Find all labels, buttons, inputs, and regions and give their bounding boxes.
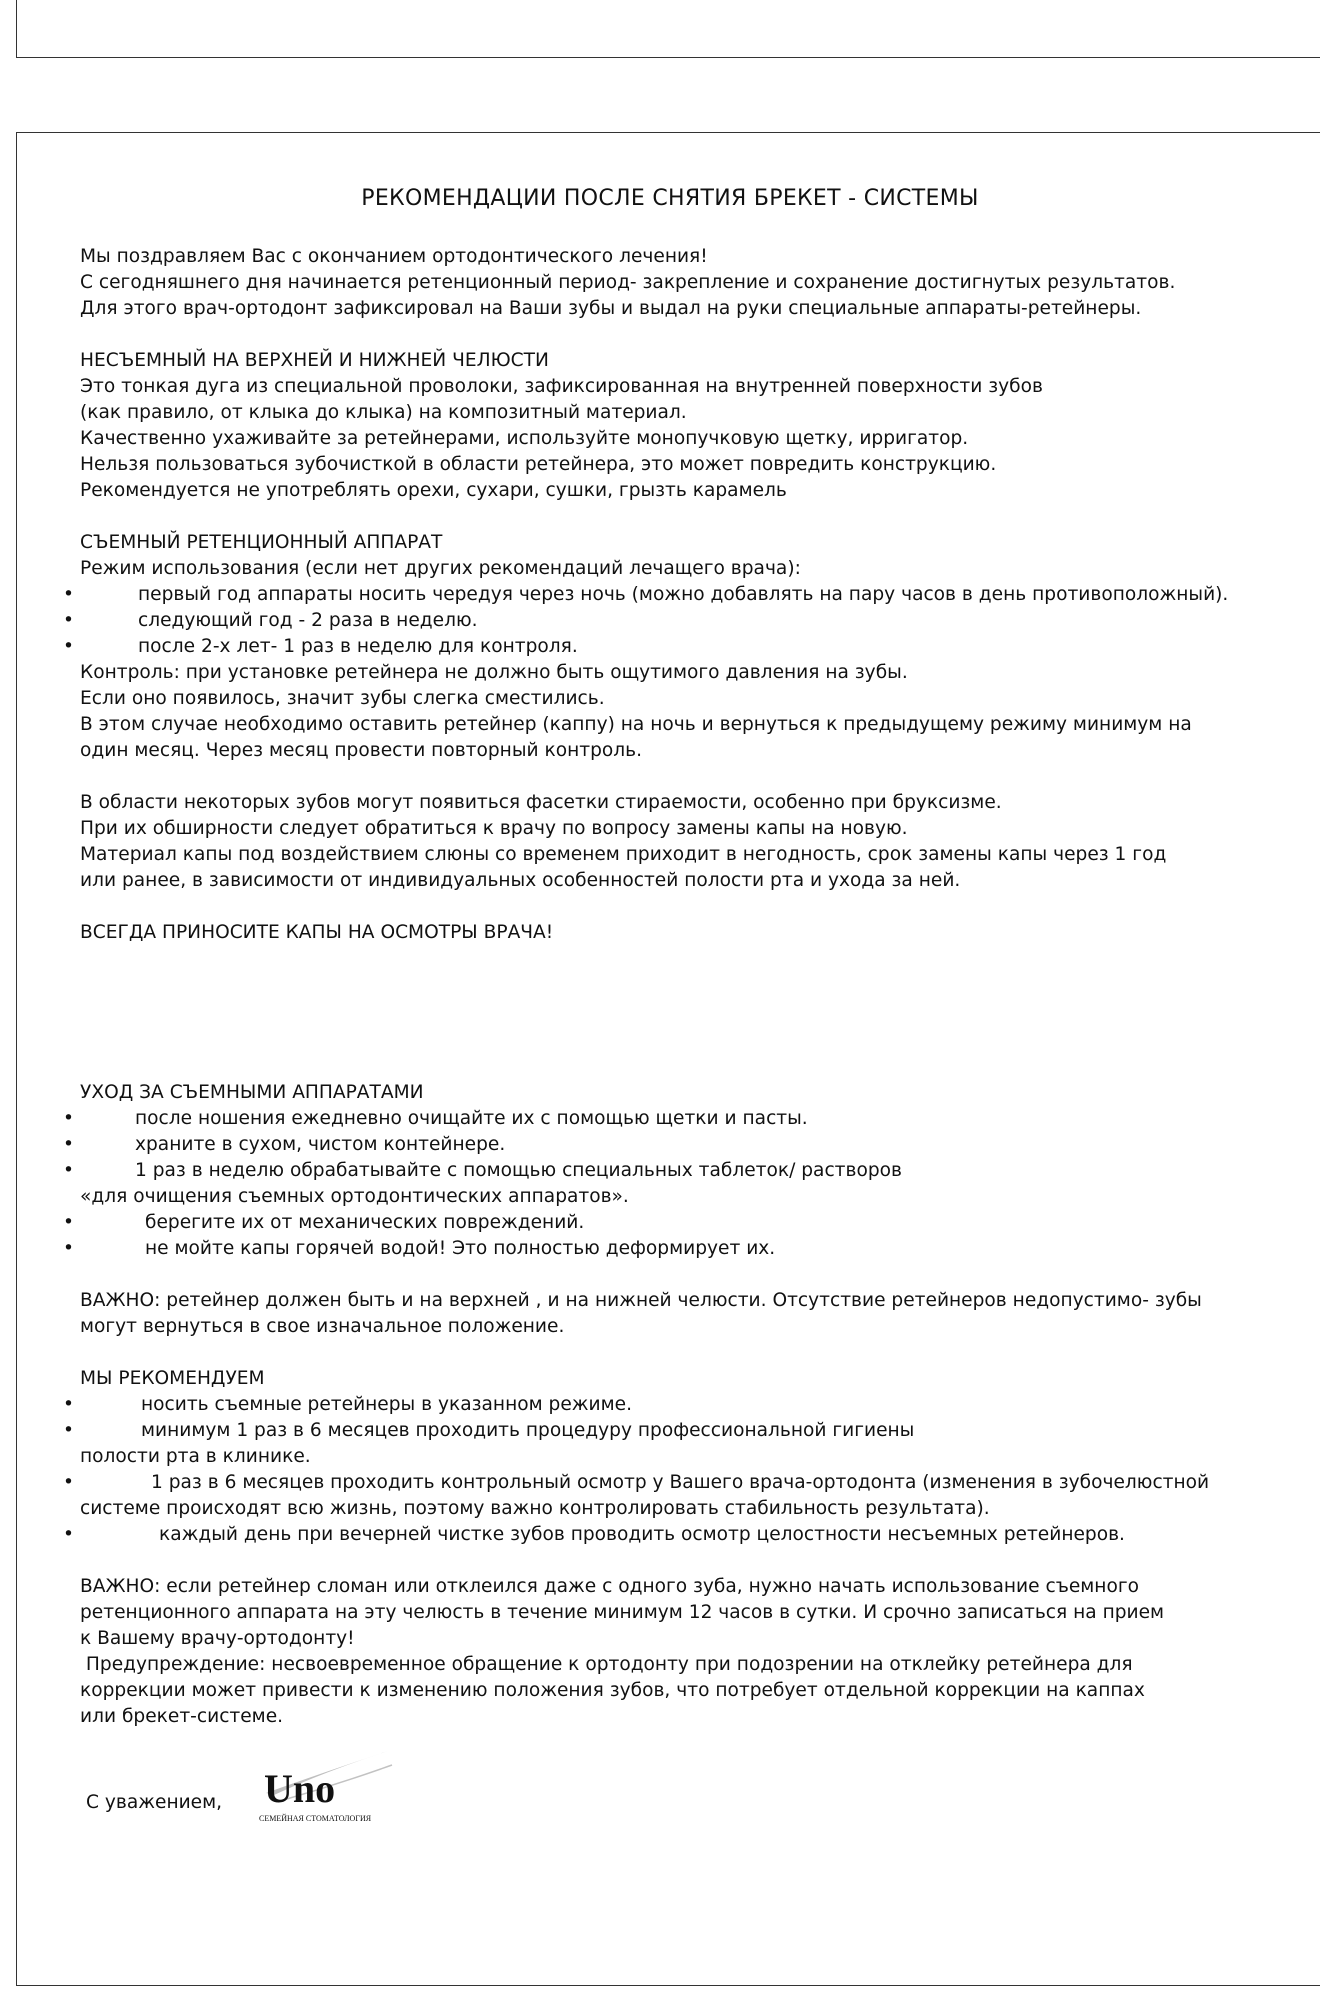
important-line: ВАЖНО: ретейнер должен быть и на верхней , и на нижней челюсти. Отсутствие ретейнеров недопустимо- зубы	[80, 1290, 1202, 1311]
recommend-heading: МЫ РЕКОМЕНДУЕМ	[80, 1368, 265, 1389]
intro-line: С сегодняшнего дня начинается ретенционный период- закрепление и сохранение достигнутых результатов.	[80, 272, 1176, 293]
usage-mode-text: Режим использования (если нет других рекомендаций лечащего врача):	[80, 558, 801, 579]
list-item: • храните в сухом, чистом контейнере.	[80, 1132, 1300, 1158]
usage-mode-list	[80, 582, 1300, 660]
logo-subtitle: СЕМЕЙНАЯ СТОМАТОЛОГИЯ	[259, 1814, 372, 1823]
important-line: ретенционного аппарата на эту челюсть в течение минимум 12 часов в сутки. И срочно записаться на прием	[80, 1602, 1165, 1623]
recommend-section	[80, 1366, 1300, 1548]
warning-line: или брекет-системе.	[80, 1706, 284, 1727]
care-heading: УХОД ЗА СЪЕМНЫМИ АППАРАТАМИ	[80, 1082, 424, 1103]
wear-line: Материал капы под воздействием слюны со временем приходит в негодность, срок замены капы через 1 год	[80, 844, 1167, 865]
fixed-retainer-line: Нельзя пользоваться зубочисткой в области ретейнера, это может повредить конструкцию.	[80, 454, 997, 475]
wear-line: В области некоторых зубов могут появиться фасетки стираемости, особенно при бруксизме.	[80, 792, 1002, 813]
list-item: • минимум 1 раз в 6 месяцев проходить процедуру профессиональной гигиены	[80, 1418, 1300, 1444]
control-line: один месяц. Через месяц провести повторный контроль.	[80, 740, 643, 761]
document-title: РЕКОМЕНДАЦИИ ПОСЛЕ СНЯТИЯ БРЕКЕТ - СИСТЕМЫ	[361, 186, 979, 211]
wear-line: или ранее, в зависимости от индивидуальных особенностей полости рта и ухода за ней.	[80, 870, 961, 891]
recommend-list	[80, 1392, 1300, 1444]
important-line: к Вашему врачу-ортодонту!	[80, 1628, 355, 1649]
list-item: • после 2-х лет- 1 раз в неделю для контроля.	[80, 634, 1300, 660]
fixed-retainer-heading: НЕСЪЕМНЫЙ НА ВЕРХНЕЙ И НИЖНЕЙ ЧЕЛЮСТИ	[80, 350, 549, 371]
fixed-retainer-line: Это тонкая дуга из специальной проволоки, зафиксированная на внутренней поверхности зубов	[80, 376, 1043, 397]
logo-name: Uno	[264, 1766, 336, 1811]
control-line: Если оно появилось, значит зубы слегка сместились.	[80, 688, 605, 709]
control-line: В этом случае необходимо оставить ретейнер (каппу) на ночь и вернуться к предыдущему режиму минимум на	[80, 714, 1192, 735]
control-line: Контроль: при установке ретейнера не должно быть ощутимого давления на зубы.	[80, 662, 908, 683]
removable-retainer-heading: СЪЕМНЫЙ РЕТЕНЦИОННЫЙ АППАРАТ	[80, 532, 443, 553]
always-bring-note: ВСЕГДА ПРИНОСИТЕ КАПЫ НА ОСМОТРЫ ВРАЧА!	[80, 922, 554, 943]
recommend-list-2	[80, 1470, 1300, 1496]
fixed-retainer-line: Качественно ухаживайте за ретейнерами, используйте монопучковую щетку, ирригатор.	[80, 428, 969, 449]
list-item: • первый год аппараты носить чередуя через ночь (можно добавлять на пару часов в день противоположный).	[80, 582, 1300, 608]
warning-line: коррекции может привести к изменению положения зубов, что потребует отдельной коррекции на каппах	[80, 1680, 1145, 1701]
list-item: • 1 раз в 6 месяцев проходить контрольный осмотр у Вашего врача-ортодонта (изменения в зубочелюстной	[80, 1470, 1300, 1496]
document-body	[80, 244, 1300, 1756]
removable-retainer-section	[80, 530, 1300, 764]
list-item: • не мойте капы горячей водой! Это полностью деформирует их.	[80, 1236, 1300, 1262]
fixed-retainer-section	[80, 348, 1300, 504]
fixed-retainer-line: (как правило, от клыка до клыка) на композитный материал.	[80, 402, 687, 423]
care-list-2	[80, 1210, 1300, 1262]
intro-line: Для этого врач-ортодонт зафиксировал на Ваши зубы и выдал на руки специальные аппараты-ретейнеры.	[80, 298, 1142, 319]
list-item: • носить съемные ретейнеры в указанном режиме.	[80, 1392, 1300, 1418]
uno-logo	[256, 1745, 396, 1825]
care-list	[80, 1106, 1300, 1184]
wear-section	[80, 790, 1300, 894]
list-item: • 1 раз в неделю обрабатывайте с помощью специальных таблеток/ растворов	[80, 1158, 1300, 1184]
warning-line: Предупреждение: несвоевременное обращение к ортодонту при подозрении на отклейку ретейнера для	[80, 1654, 1133, 1675]
intro-line: Мы поздравляем Вас с окончанием ортодонтического лечения!	[80, 246, 708, 267]
important-line: ВАЖНО: если ретейнер сломан или отклеился даже с одного зуба, нужно начать использование съемного	[80, 1576, 1139, 1597]
top-frame	[16, 0, 1320, 58]
intro-section	[80, 244, 1300, 322]
list-item: • следующий год - 2 раза в неделю.	[80, 608, 1300, 634]
important-note-2	[80, 1574, 1300, 1730]
care-list-continuation: «для очищения съемных ортодонтических аппаратов».	[80, 1186, 629, 1207]
recommend-list-3	[80, 1522, 1300, 1548]
fixed-retainer-line: Рекомендуется не употреблять орехи, сухари, сушки, грызть карамель	[80, 480, 787, 501]
list-item: • берегите их от механических повреждений.	[80, 1210, 1300, 1236]
wear-line: При их обширности следует обратиться к врачу по вопросу замены капы на новую.	[80, 818, 908, 839]
important-note-1	[80, 1288, 1300, 1340]
recommend-list-continuation: системе происходят всю жизнь, поэтому важно контролировать стабильность результата).	[80, 1498, 990, 1519]
list-item: • каждый день при вечерней чистке зубов проводить осмотр целостности несъемных ретейнеров.	[80, 1522, 1300, 1548]
care-section	[80, 1080, 1300, 1262]
recommend-list-continuation: полости рта в клинике.	[80, 1446, 311, 1467]
closing-text: С уважением,	[86, 1792, 223, 1813]
list-item: • после ношения ежедневно очищайте их с помощью щетки и пасты.	[80, 1106, 1300, 1132]
blank-space	[80, 946, 1300, 1080]
important-line: могут вернуться в свое изначальное положение.	[80, 1316, 565, 1337]
